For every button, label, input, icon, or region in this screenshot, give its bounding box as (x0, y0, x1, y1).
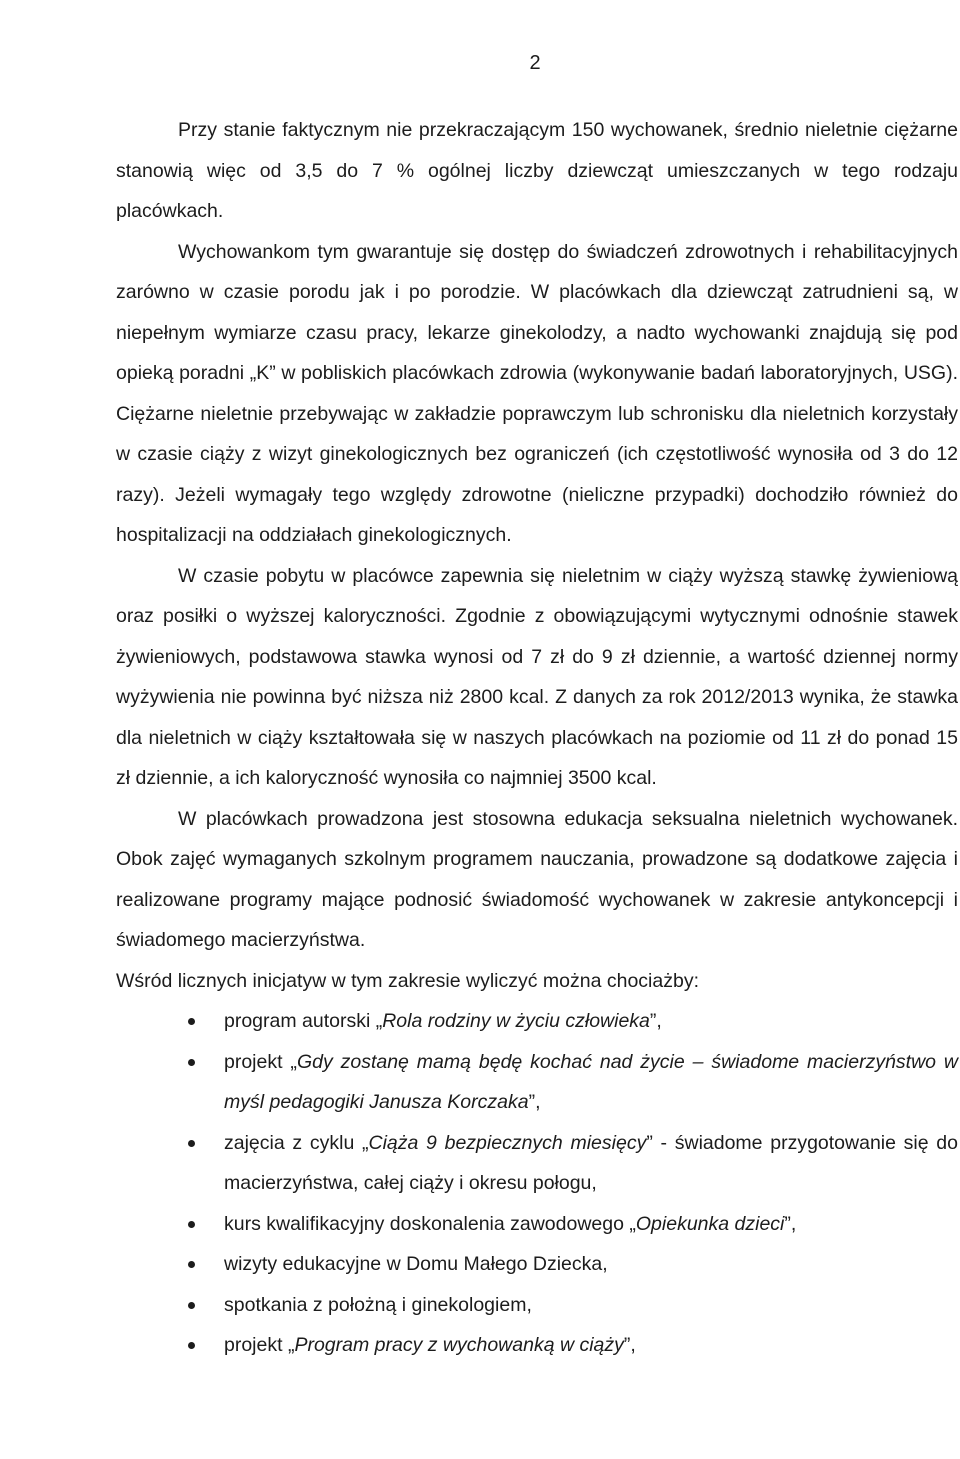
page-number: 2 (529, 52, 541, 74)
item-text-lead: projekt „ (224, 1050, 297, 1073)
item-text-lead: zajęcia z cyklu „ (224, 1131, 369, 1154)
bullet-icon (188, 1302, 195, 1309)
item-text-lead: projekt „ (224, 1334, 295, 1356)
item-title: Opiekunka dzieci (635, 1212, 785, 1235)
paragraph-education: W placówkach prowadzona jest stosowna edukacja seksualna nieletnich wychowanek. Obok zajęć wymaganych szkolnym programem nauczania, prowadzone są dodatkowe zajęcia i realizowane programy mające podnosić świadomość wychowanek w zakresie antykoncepcji i świadomego macierzyństwa. (116, 807, 958, 951)
item-text-lead: spotkania z położną i ginekologiem, (224, 1293, 532, 1316)
item-text-tail: ” - świadome przygotowanie się do macierzyństwa, całej ciąży i okresu połogu, (224, 1131, 958, 1194)
bullet-icon (188, 1059, 195, 1066)
item-title: Rola rodziny w życiu człowieka (382, 1010, 650, 1032)
bullet-icon (188, 1221, 195, 1228)
list-item (116, 1042, 958, 1123)
bullet-icon (188, 1140, 195, 1147)
document-body (116, 110, 958, 1366)
list-item (116, 1001, 958, 1042)
paragraph-nutrition: W czasie pobytu w placówce zapewnia się nieletnim w ciąży wyższą stawkę żywieniową oraz posiłki o wyższej kaloryczności. Zgodnie z obowiązującymi wytycznymi odnośnie stawek żywieniowych, podstawowa stawka wynosi od 7 zł do 9 zł dziennie, a wartość dziennej normy wyżywienia nie powinna być niższa niż 2800 kcal. Z danych za rok 2012/2013 wynika, że stawka dla nieletnich w ciąży kształtowała się w naszych placówkach na poziomie od 11 zł do ponad 15 zł dziennie, a ich kaloryczność wynosiła co najmniej 3500 kcal. (116, 564, 958, 789)
item-text-tail: ”, (528, 1091, 541, 1113)
item-title: Program pracy z wychowanką w ciąży (294, 1334, 624, 1356)
bullet-icon (188, 1018, 195, 1025)
item-title: Ciąża 9 bezpiecznych miesięcy (368, 1131, 647, 1154)
item-text-tail: ”, (623, 1334, 636, 1356)
list-item (116, 1325, 958, 1366)
list-item (116, 1285, 958, 1326)
item-text-lead: program autorski „ (224, 1010, 383, 1032)
initiatives-list (116, 1001, 958, 1366)
paragraph-medical-care: Wychowankom tym gwarantuje się dostęp do świadczeń zdrowotnych i rehabilitacyjnych zarówno w czasie porodu jak i po porodzie. W placówkach dla dziewcząt zatrudnieni są, w niepełnym wymiarze czasu pracy, lekarze ginekolodzy, a nadto wychowanki znajdują się pod opieką poradni „K” w pobliskich placówkach zdrowia (wykonywanie badań laboratoryjnych, USG). Ciężarne nieletnie przebywając w zakładzie poprawczym lub schronisku dla nieletnich korzystały w czasie ciąży z wizyt ginekologicznych bez ograniczeń (ich częstotliwość wynosiła od 3 do 12 razy). Jeżeli wymagały tego względy zdrowotne (nieliczne przypadki) dochodziło również do hospitalizacji na oddziałach ginekologicznych. (116, 240, 958, 546)
item-text-lead: wizyty edukacyjne w Domu Małego Dziecka, (224, 1253, 608, 1275)
list-item (116, 1123, 958, 1204)
item-text-lead: kurs kwalifikacyjny doskonalenia zawodowego „ (224, 1212, 636, 1235)
item-text-tail: ”, (784, 1212, 797, 1235)
item-text-tail: ”, (649, 1010, 662, 1032)
bullet-icon (188, 1342, 195, 1349)
list-item (116, 1244, 958, 1285)
paragraph-statistics: Przy stanie faktycznym nie przekraczającym 150 wychowanek, średnio nieletnie ciężarne stanowią więc od 3,5 do 7 % ogólnej liczby dziewcząt umieszczanych w tego rodzaju placówkach. (116, 119, 958, 222)
bullet-icon (188, 1261, 195, 1268)
list-item (116, 1204, 958, 1245)
list-intro: Wśród licznych inicjatyw w tym zakresie wyliczyć można chociażby: (116, 969, 699, 992)
item-title: Gdy zostanę mamą będę kochać nad życie – świadome macierzyństwo w myśl pedagogiki Janusza Korczaka (224, 1050, 958, 1113)
